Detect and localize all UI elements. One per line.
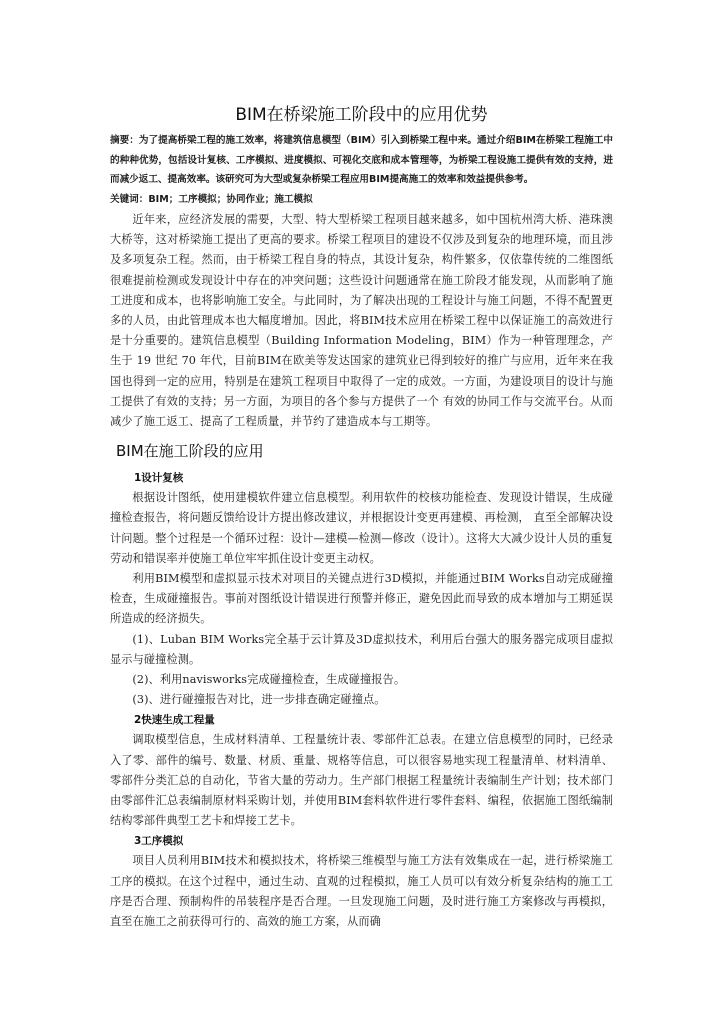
process-simulation-paragraph: 项目人员利用BIM技术和模拟技术，将桥梁三维模型与施工方法有效集成在一起，进行桥梁施工工序的模拟。在这个过程中，通过生动、直观的过程模拟，施工人员可以有效分析复杂结构的施工工序是否合理、预制构件的吊装程序是否合理。一旦发现施工问题，及时进行施工方案修改与再模拟，直至在施工之前获得可行的、高效的施工方案，从而确 [110, 854, 613, 929]
subsection-heading-process-simulation: 3工序模拟 [134, 835, 184, 848]
section-heading: BIM在施工阶段的应用 [116, 442, 264, 461]
quantity-paragraph: 调取模型信息，生成材料清单、工程量统计表、零部件汇总表。在建立信息模型的同时，已经录入了零、部件的编号、数量、材质、重量、规格等信息，可以很容易地实现工程量清单、材料清单、零部件分类汇总的自动化，节省大量的劳动力。生产部门根据工程量统计表编制生产计划；技术部门由零部件汇总表编制原材料采购计划，并使用BIM套料软件进行零件套料、编程，依据施工图纸编制结构零部件典型工艺卡和焊接工艺卡。 [110, 733, 613, 828]
design-review-paragraph-2: 利用BIM模型和虚拟显示技术对项目的关键点进行3D模拟，并能通过BIM Works自动完成碰撞检查，生成碰撞报告。事前对图纸设计错误进行预警并修正，避免因此而导致的成本增加与工期延误所造成的经济损失。 [110, 572, 613, 626]
design-review-list-item-3: (3)、进行碰撞报告对比，进一步排查确定碰撞点。 [132, 693, 386, 707]
abstract-paragraph: 摘要：为了提高桥梁工程的施工效率，将建筑信息模型（BIM）引入到桥梁工程中来。通过介绍BIM在桥梁工程施工中的种种优势，包括设计复核、工序模拟、进度模拟、可视化交底和成本管理等，为桥梁工程设施工提供有效的支持，进而减少返工、提高效率。该研究可为大型或复杂桥梁工程应用BIM提高施工的效率和效益提供参考。 [110, 135, 613, 185]
document-content [110, 103, 613, 932]
document-title: BIM在桥梁施工阶段中的应用优势 [235, 105, 488, 125]
design-review-list-item-2: (2)、利用navisworks完成碰撞检查，生成碰撞报告。 [132, 673, 406, 687]
design-review-paragraph-1: 根据设计图纸，使用建模软件建立信息模型。利用软件的校核功能检查、发现设计错误，生成碰撞检查报告，将问题反馈给设计方提出修改建议，并根据设计变更再建模、再检测， 直至全部解决设计问题。整个过程是一个循环过程：设计—建模—检测—修改（设计）。这将大大减少设计人员的重复劳动和错误率并使施工单位牢牢抓住设计变更主动权。 [110, 491, 613, 565]
design-review-list-item-1: (1)、Luban BIM Works完全基于云计算及3D虚拟技术，利用后台强大的服务器完成项目虚拟显示与碰撞检测。 [110, 632, 613, 666]
intro-paragraph: 近年来，应经济发展的需要，大型、特大型桥梁工程项目越来越多，如中国杭州湾大桥、港珠澳大桥等，这对桥梁施工提出了更高的要求。桥梁工程项目的建设不仅涉及到复杂的地理环境，而且涉及多项复杂工程。然而，由于桥梁工程自身的特点，其设计复杂，构件繁多，仅依靠传统的二维图纸很难提前检测或发现设计中存在的冲突问题；这些设计问题通常在施工阶段才能发现，从而影响了施工进度和成本，也将影响施工安全。与此同时，为了解决出现的工程设计与施工问题，不得不配置更多的人员，由此管理成本也大幅度增加。因此，将BIM技术应用在桥梁工程中以保证施工的高效进行是十分重要的。建筑信息模型（Building Information Modeling，BIM）作为一种管理理念，产生于 19 世纪 70 年代，目前BIM在欧美等发达国家的建筑业已得到较好的推广与应用，近年来在我国也得到一定的应用，特别是在建筑工程项目中取得了一定的成效。一方面，为建设项目的设计与施工提供了有效的支持；另一方面，为项目的各个参与方提供了一个 有效的协同工作与交流平台。从而减少了施工返工、提高了工程质量，并节约了建造成本与工期等。 [110, 213, 613, 429]
subsection-heading-design-review: 1设计复核 [134, 472, 184, 485]
keywords-line: 关键词：BIM；工序模拟；协同作业；施工模拟 [110, 193, 313, 205]
subsection-heading-quantity: 2快速生成工程量 [134, 714, 215, 727]
